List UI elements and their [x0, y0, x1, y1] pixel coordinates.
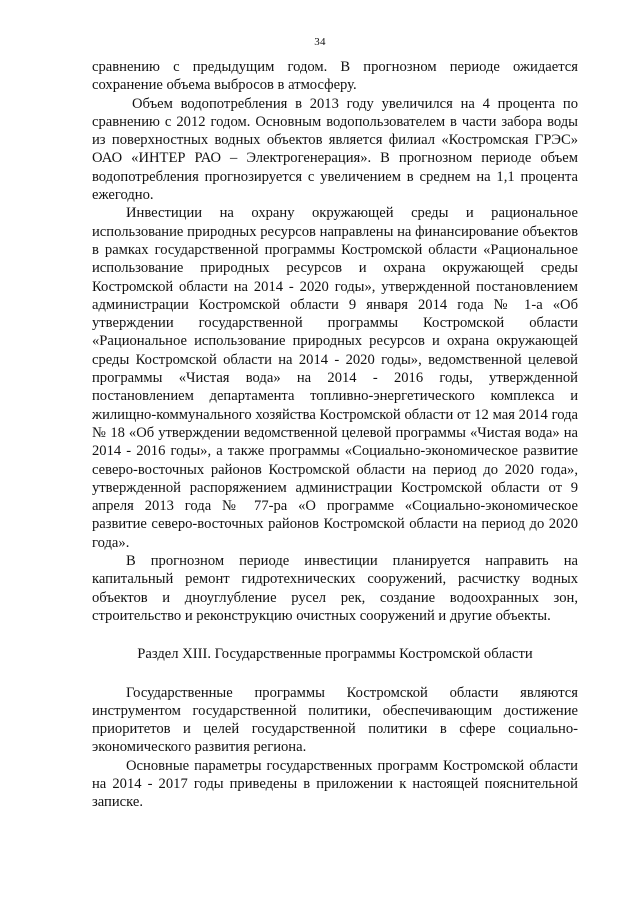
paragraph: Основные параметры государственных программ Костромской области на 2014 - 2017 годы приведены в приложении к настоящей пояснительной записке. — [92, 757, 578, 811]
paragraph: сравнению с предыдущим годом. В прогнозном периоде ожидается сохранение объема выбросов в атмосферу. — [92, 59, 578, 94]
paragraph: Объем водопотребления в 2013 году увеличился на 4 процента по сравнению с 2012 годом. Основным водопользователем в части забора воды из поверхностных водных объектов является филиал «Костромская ГРЭС» ОАО «ИНТЕР РАО – Электрогенерация». В прогнозном периоде объем водопотребления прогнозируется с увеличением в среднем на 1,1 процента ежегодно. — [92, 95, 578, 204]
paragraph: В прогнозном периоде инвестиции планируется направить на капитальный ремонт гидротехнических сооружений, расчистку водных объектов и дноуглубление русел рек, создание водоохранных зон, строительство и реконструкцию очистных сооружений и другие объекты. — [92, 553, 578, 624]
paragraph: Государственные программы Костромской области являются инструментом государственной политики, обеспечивающим достижение приоритетов и целей государственной политики в сфере социально-экономического развития региона. — [92, 684, 578, 756]
document-body — [92, 58, 578, 812]
paragraph: Инвестиции на охрану окружающей среды и рациональное использование природных ресурсов направлены на финансирование объектов в рамках государственной программы Костромской области «Рациональное использование природных ресурсов и охрана окружающей среды Костромской области на 2014 - 2020 годы», утвержденной постановлением администрации Костромской области 9 января 2014 года № 1-а «Об утверждении государственной программы Костромской области «Рациональное использование природных ресурсов и охрана окружающей среды Костромской области на 2014 - 2020 годы», ведомственной целевой программы «Чистая вода» на 2014 - 2016 годы, утвержденной постановлением департамента топливно-энергетического комплекса и жилищно-коммунального хозяйства Костромской области от 12 мая 2014 года № 18 «Об утверждении ведомственной целевой программы «Чистая вода» на 2014 - 2016 годы», а также программы «Социально-экономическое развитие северо-восточных районов Костромской области на период до 2020 года», утвержденной распоряжением администрации Костромской области от 9 апреля 2013 года № 77-ра «О программе «Социально-экономическое развитие северо-восточных районов Костромской области на период до 2020 года». — [92, 205, 578, 551]
section-heading: Раздел XIII. Государственные программы Костромской области — [137, 646, 533, 663]
page-number: 34 — [314, 36, 326, 48]
